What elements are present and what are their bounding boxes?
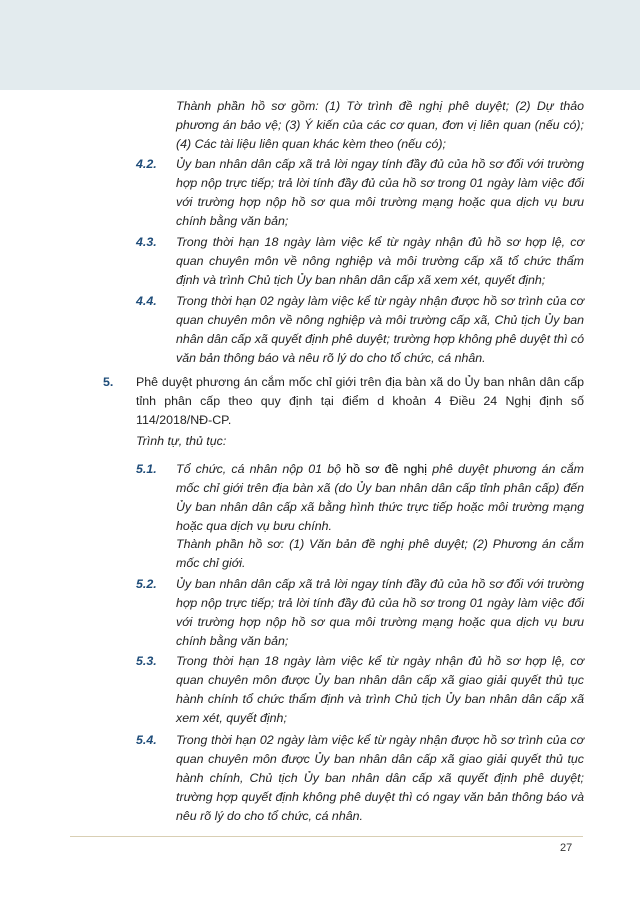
item-text [176, 460, 584, 536]
item-number: 4.3. [136, 235, 157, 249]
item-number: 4.2. [136, 157, 157, 171]
item-number: 4.4. [136, 294, 157, 308]
item-text: Trong thời hạn 18 ngày làm việc kể từ ngày nhận đủ hồ sơ hợp lệ, cơ quan chuyên môn được Ủy ban nhân dân cấp xã giao giải quyết thủ tục hành chính tổ chức thẩm định và trình Chủ tịch Ủy ban nhân dân cấp xã xem xét, quyết định; [176, 654, 584, 725]
item-components-paragraph: Thành phần hồ sơ: (1) Văn bản đề nghị phê duyệt; (2) Phương án cắm mốc chỉ giới. [176, 537, 584, 570]
section-number: 5. [103, 375, 114, 389]
item-number: 5.1. [136, 462, 157, 476]
emphasized-term: hồ sơ đề nghị [346, 462, 428, 476]
item-text-prefix: Tổ chức, cá nhân nộp 01 bộ [176, 462, 347, 476]
item-number: 5.3. [136, 654, 157, 668]
item-number: 5.4. [136, 733, 157, 747]
procedure-label: Trình tự, thủ tục: [136, 434, 227, 448]
item-text-suffix: phê duyệt phương án cắm mốc chỉ giới trên địa bàn xã (do Ủy ban nhân dân cấp tỉnh phân cấp) đến Ủy ban nhân dân cấp xã bằng hình thức trực tiếp hoặc môi trường mạng hoặc qua dịch vụ bưu chính. [176, 462, 585, 533]
footer-rule [70, 836, 583, 837]
page-number: 27 [560, 842, 573, 854]
intro-components-paragraph: Thành phần hồ sơ gồm: (1) Tờ trình đề nghị phê duyệt; (2) Dự thảo phương án bảo vệ; (3) Ý kiến của các cơ quan, đơn vị liên quan (nếu có); (4) Các tài liệu liên quan khác kèm theo (nếu có); [176, 99, 584, 151]
item-text: Ủy ban nhân dân cấp xã trả lời ngay tính đầy đủ của hồ sơ đối với trường hợp nộp trực tiếp; trả lời tính đầy đủ của hồ sơ trong 01 ngày làm việc đối với trường hợp nộp hồ sơ qua môi trường mạng hoặc qua dịch vụ bưu chính bằng văn bản; [176, 577, 584, 648]
item-number: 5.2. [136, 577, 157, 591]
page-header-band [0, 0, 640, 90]
item-text: Trong thời hạn 02 ngày làm việc kể từ ngày nhận được hồ sơ trình của cơ quan chuyên môn được Ủy ban nhân dân cấp xã giao giải quyết thủ tục hành chính, Chủ tịch Ủy ban nhân dân cấp xã quyết định phê duyệt; trường hợp quyết định không phê duyệt thì có ngay văn bản thông báo và nêu rõ lý do cho tổ chức, cá nhân. [176, 733, 584, 823]
item-text: Trong thời hạn 02 ngày làm việc kể từ ngày nhận được hồ sơ trình của cơ quan chuyên môn về nông nghiệp và môi trường cấp xã, Chủ tịch Ủy ban nhân dân cấp xã quyết định phê duyệt; trường hợp không phê duyệt thì có văn bản thông báo và nêu rõ lý do cho tổ chức, cá nhân. [176, 294, 584, 365]
section-heading-text: Phê duyệt phương án cắm mốc chỉ giới trên địa bàn xã do Ủy ban nhân dân cấp tỉnh phân cấp theo quy định tại điểm d khoản 4 Điều 24 Nghị định số 114/2018/NĐ-CP. [136, 375, 584, 427]
item-text: Ủy ban nhân dân cấp xã trả lời ngay tính đầy đủ của hồ sơ đối với trường hợp nộp trực tiếp; trả lời tính đầy đủ của hồ sơ trong 01 ngày làm việc đối với trường hợp nộp hồ sơ qua môi trường mạng hoặc qua dịch vụ bưu chính bằng văn bản; [176, 157, 584, 228]
item-text: Trong thời hạn 18 ngày làm việc kể từ ngày nhận đủ hồ sơ hợp lệ, cơ quan chuyên môn về nông nghiệp và môi trường cấp xã tổ chức thẩm định và trình Chủ tịch Ủy ban nhân dân cấp xã xem xét, quyết định; [176, 235, 584, 287]
